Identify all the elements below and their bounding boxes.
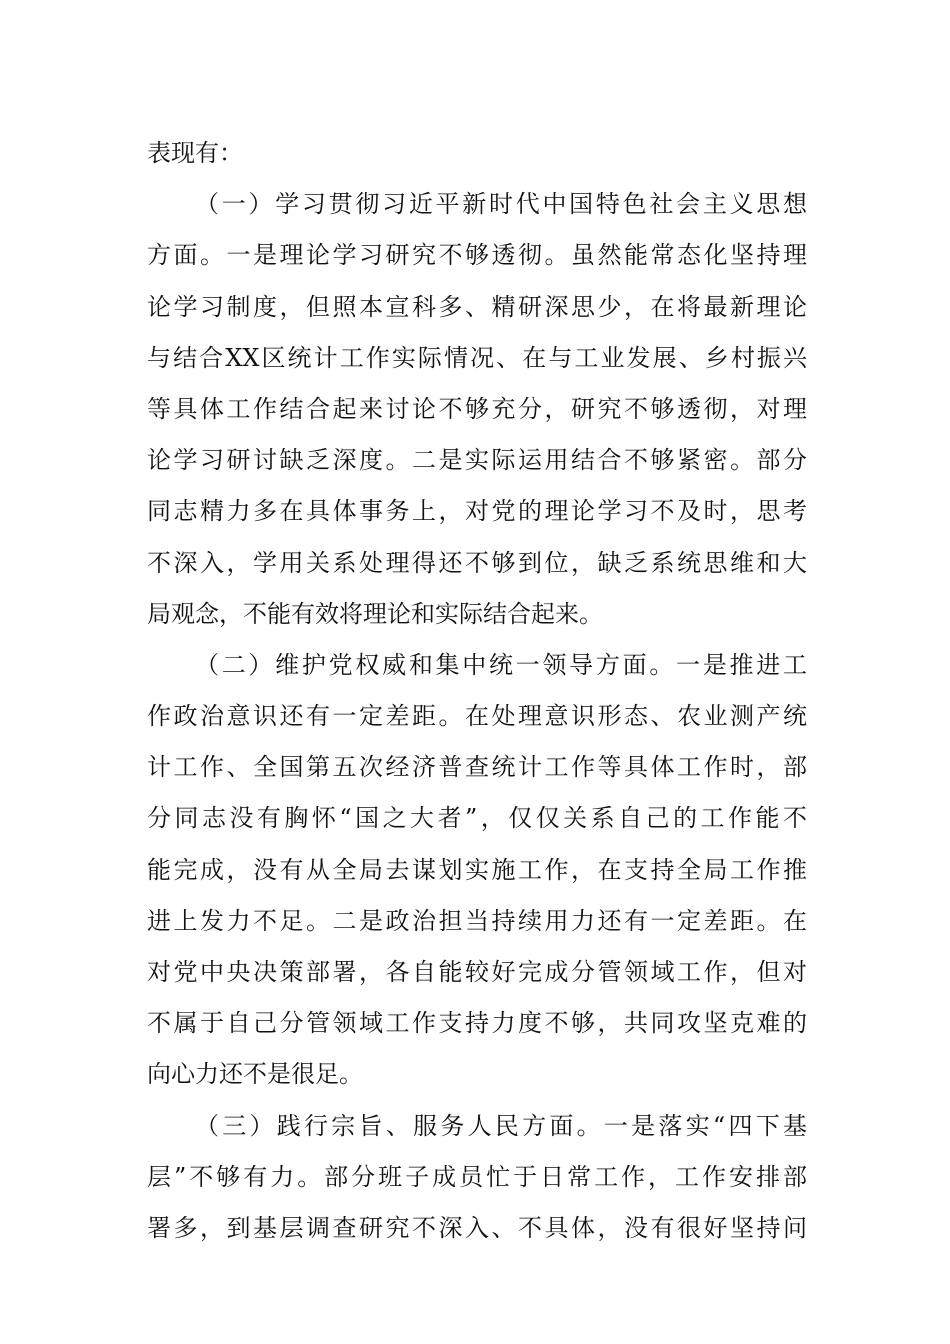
section-2-line: 向心力还不是很足。 xyxy=(147,1060,363,1089)
section-2-line: 计工作、全国第五次经济普查统计工作等具体工作时，部 xyxy=(147,753,807,782)
section-1-line: 论学习研讨缺乏深度。二是实际运用结合不够紧密。部分 xyxy=(147,446,807,475)
section-2-line: 不属于自己分管领域工作支持力度不够，共同攻坚克难的 xyxy=(147,1009,807,1038)
section-1-line: 与结合XX区统计工作实际情况、在与工业发展、乡村振兴 xyxy=(147,343,807,372)
paragraph-intro-line: 表现有： xyxy=(147,139,243,167)
section-1-line: 局观念，不能有效将理论和实际结合起来。 xyxy=(147,599,603,628)
section-1-heading-line: （一）学习贯彻习近平新时代中国特色社会主义思想 xyxy=(195,190,807,219)
section-3-line: 署多，到基层调查研究不深入、不具体，没有很好坚持问 xyxy=(147,1213,807,1242)
section-2-heading-line: （二）维护党权威和集中统一领导方面。一是推进工 xyxy=(195,650,807,679)
section-1-line: 论学习制度，但照本宣科多、精研深思少，在将最新理论 xyxy=(147,292,807,321)
section-2-line: 分同志没有胸怀“国之大者”，仅仅关系自己的工作能不 xyxy=(147,804,807,833)
document-body xyxy=(147,128,807,1254)
section-1-line: 不深入，学用关系处理得还不够到位，缺乏系统思维和大 xyxy=(147,548,807,577)
section-1-line: 方面。一是理论学习研究不够透彻。虽然能常态化坚持理 xyxy=(147,241,807,270)
section-3-heading-line: （三）践行宗旨、服务人民方面。一是落实“四下基 xyxy=(195,1111,807,1140)
section-2-line: 作政治意识还有一定差距。在处理意识形态、农业测产统 xyxy=(147,702,807,731)
section-1-line: 等具体工作结合起来讨论不够充分，研究不够透彻，对理 xyxy=(147,394,807,423)
section-3-line: 层”不够有力。部分班子成员忙于日常工作，工作安排部 xyxy=(147,1162,807,1191)
section-2-line: 进上发力不足。二是政治担当持续用力还有一定差距。在 xyxy=(147,906,807,935)
section-2-line: 能完成，没有从全局去谋划实施工作，在支持全局工作推 xyxy=(147,855,807,884)
section-2-line: 对党中央决策部署，各自能较好完成分管领域工作，但对 xyxy=(147,958,807,986)
section-1-line: 同志精力多在具体事务上，对党的理论学习不及时，思考 xyxy=(147,497,807,526)
